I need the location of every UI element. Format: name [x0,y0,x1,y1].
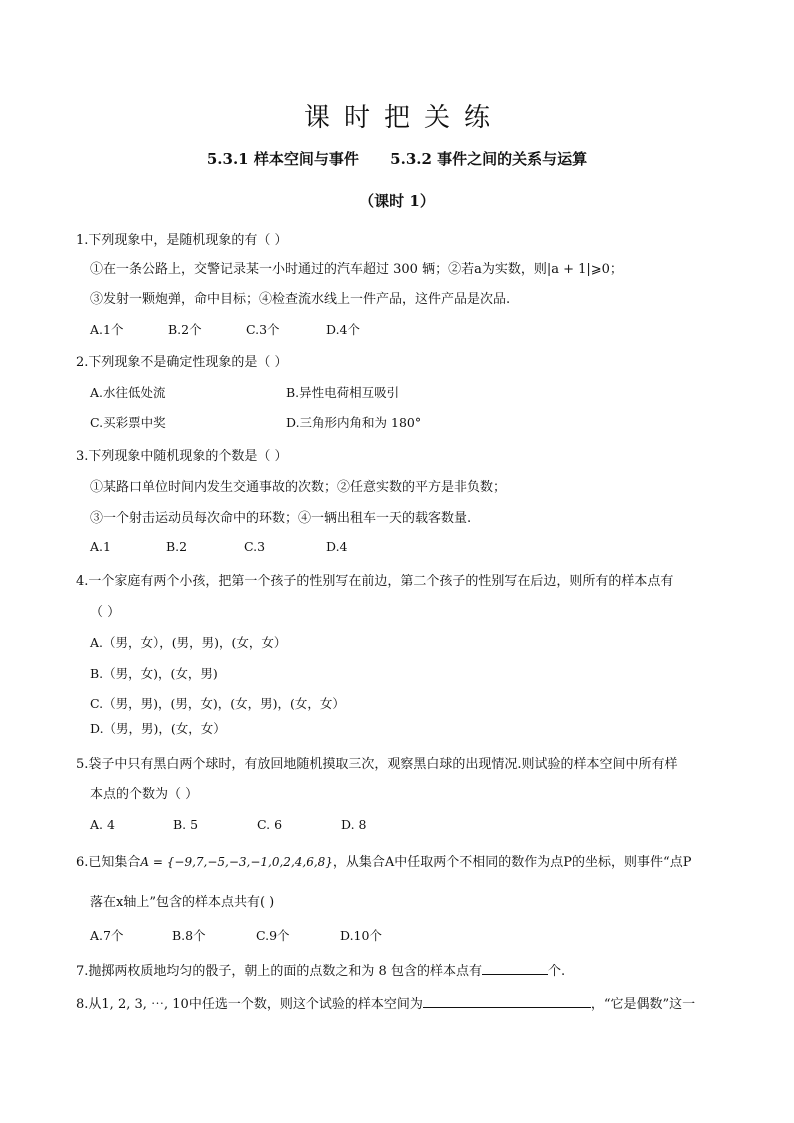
question-7 [76,960,565,979]
question-3-option-a: A.1 [90,539,111,554]
question-1-option-b: B.2个 [168,322,202,337]
question-4-option-d: D.（男，男)，(女，女） [90,721,226,736]
question-1-stem: 1.下列现象中，是随机现象的有（ ） [76,233,288,248]
question-3-option-c: C.3 [244,539,266,554]
question-2-option-b: B.异性电荷相互吸引 [286,385,400,400]
question-2-option-d: D.三角形内角和为 180° [286,415,422,430]
question-1-option-a: A.1个 [90,322,124,337]
question-7-text: 7.抛掷两枚质地均匀的骰子，朝上的面的点数之和为 8 包含的样本点有 [76,964,482,979]
question-4-option-c: C.（男，男)，(男，女)，(女，男)，(女，女） [90,696,345,711]
question-8-text: 8.从1, 2, 3, ⋯, 10中任选一个数，则这个试验的样本空间为 [76,997,423,1012]
question-4-stem-cont: （ ） [90,605,121,620]
question-4-option-b: B.（男，女)，(女，男) [90,666,218,681]
question-6-stem-cont: 落在x轴上”包含的样本点共有( ) [90,895,275,910]
question-1-option-c: C.3个 [246,322,280,337]
question-3-option-d: D.4 [326,539,348,554]
question-5-stem: 5.袋子中只有黑白两个球时，有放回地随机摸取三次，观察黑白球的出现情况.则试验的样本空间中所有样 [76,757,678,772]
question-1-option-d: D.4个 [326,322,361,337]
question-3-option-b: B.2 [166,539,188,554]
question-7-text-end: 个. [547,964,566,979]
question-3-line-2: ③一个射击运动员每次命中的环数；④一辆出租车一天的载客数量. [90,511,472,526]
question-6-set: A = {−9,7,−5,−3,−1,0,2,4,6,8} [140,855,333,869]
question-6-option-c: C.9个 [256,928,290,943]
question-5-option-a: A. 4 [90,817,115,832]
question-8-text-end: ，“它是偶数”这一 [590,997,696,1012]
question-3-stem: 3.下列现象中随机现象的个数是（ ） [76,449,288,464]
question-5-option-b: B. 5 [173,817,199,832]
question-5-option-c: C. 6 [257,817,283,832]
question-6-option-a: A.7个 [90,928,124,943]
question-6-option-b: B.8个 [172,928,206,943]
question-6-stem-end: ，从集合A中任取两个不相同的数作为点P的坐标，则事件“点P [332,855,692,870]
question-2-option-c: C.买彩票中奖 [90,415,166,430]
question-6-option-d: D.10个 [340,928,382,943]
question-8-answer-blank[interactable] [423,993,591,1008]
question-6-stem [76,851,691,870]
section-subtitle: 5.3.1 样本空间与事件 5.3.2 事件之间的关系与运算 [206,150,588,168]
question-7-answer-blank[interactable] [482,960,548,975]
question-5-option-d: D. 8 [341,817,367,832]
lesson-label: （课时 1） [359,192,435,210]
page-title: 课时把关练 [303,103,504,133]
question-1-line-1: ①在一条公路上，交警记录某一小时通过的汽车超过 300 辆；②若a为实数，则|a + 1|⩾0； [90,262,623,277]
question-8 [76,993,695,1012]
question-6-stem-start: 6.已知集合 [76,855,141,870]
question-3-line-1: ①某路口单位时间内发生交通事故的次数；②任意实数的平方是非负数； [90,480,507,495]
question-2-option-a: A.水往低处流 [90,385,166,400]
question-2-stem: 2.下列现象不是确定性现象的是（ ） [76,355,288,370]
question-5-stem-cont: 本点的个数为（ ） [90,787,199,802]
question-4-option-a: A.（男，女），(男，男)，(女，女） [90,635,287,650]
question-1-line-2: ③发射一颗炮弹，命中目标；④检查流水线上一件产品，这件产品是次品. [90,292,511,307]
question-4-stem: 4.一个家庭有两个小孩，把第一个孩子的性别写在前边，第二个孩子的性别写在后边，则所有的样本点有 [76,574,674,589]
